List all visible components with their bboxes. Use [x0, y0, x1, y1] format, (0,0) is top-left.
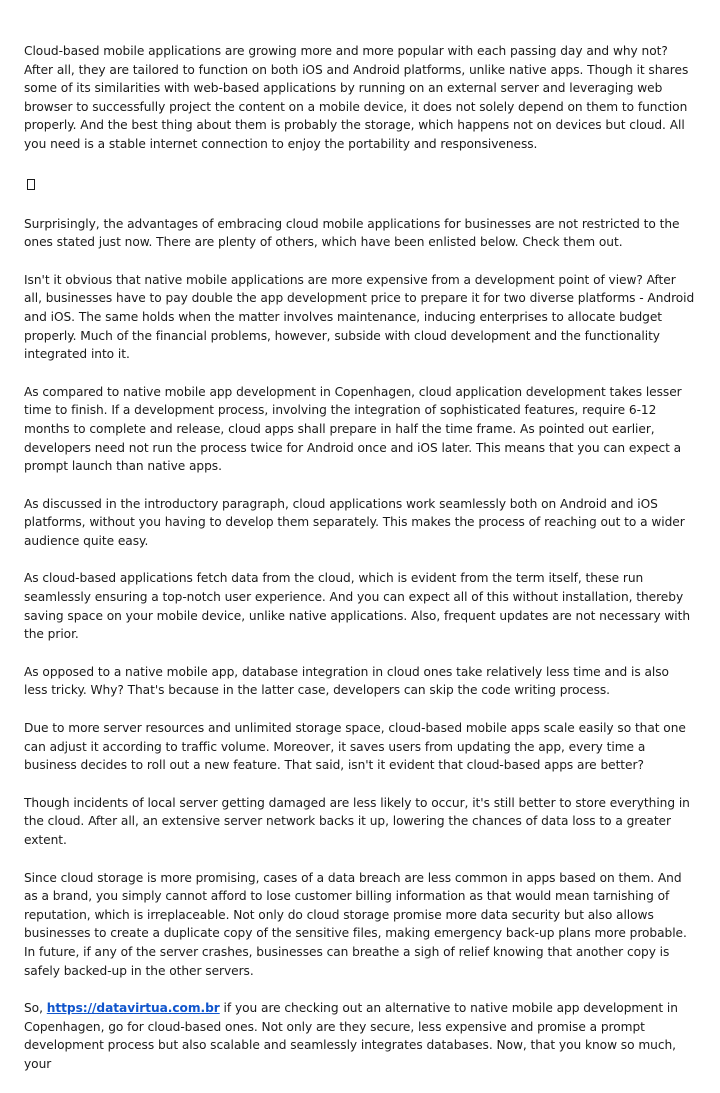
- document-body: [24, 42, 696, 1093]
- paragraph-time: As compared to native mobile app development in Copenhagen, cloud application development takes lesser time to finish. If a development process, involving the integration of sophisticated features, require 6-12 months to complete and release, cloud apps shall prepare in half the time frame. As pointed out earlier, developers need not run the process twice for Android once and iOS later. This means that you can expect a prompt launch than native apps.: [24, 384, 682, 474]
- paragraph-user-experience: As cloud-based applications fetch data from the cloud, which is evident from the term itself, these run seamlessly ensuring a top-notch user experience. And you can expect all of this without installation, thereby saving space on your mobile device, unlike native applications. Also, frequent updates are not necessary with the prior.: [24, 571, 691, 642]
- missing-image-placeholder-icon: [27, 179, 35, 190]
- paragraph-security: Since cloud storage is more promising, cases of a data breach are less common in apps based on them. And as a brand, you simply cannot afford to lose customer billing information as that would mean tarnishing of reputation, which is irreplaceable. Not only do cloud storage promise more data security but also allows businesses to create a duplicate copy of the sensitive files, making emergency back-up plans more probable. In future, if any of the server crashes, businesses can breathe a sigh of relief knowing that another copy is safely backed-up in the other servers.: [24, 870, 687, 978]
- paragraph-data-loss: Though incidents of local server getting damaged are less likely to occur, it's still better to store everything in the cloud. After all, an extensive server network backs it up, lowering the chances of data loss to a greater extent.: [24, 795, 690, 847]
- paragraph-conclusion: [24, 999, 696, 1073]
- paragraph-cost: Isn't it obvious that native mobile applications are more expensive from a development point of view? After all, businesses have to pay double the app development price to prepare it for two diverse platforms - Android and iOS. The same holds when the matter involves maintenance, inducing enterprises to allocate budget properly. Much of the financial problems, however, subside with cloud development and the functionality integrated into it.: [24, 272, 695, 362]
- paragraph-cross-platform: As discussed in the introductory paragraph, cloud applications work seamlessly both on Android and iOS platforms, without you having to develop them separately. This makes the process of reaching out to a wider audience quite easy.: [24, 496, 685, 548]
- datavirtua-link[interactable]: https://datavirtua.com.br: [46, 1001, 220, 1016]
- paragraph-advantages-intro: Surprisingly, the advantages of embracing cloud mobile applications for businesses are not restricted to the ones stated just now. There are plenty of others, which have been enlisted below. Check them out.: [24, 216, 680, 250]
- paragraph-intro: Cloud-based mobile applications are growing more and more popular with each passing day and why not? After all, they are tailored to function on both iOS and Android platforms, unlike native apps. Though it shares some of its similarities with web-based applications by running on an external server and leveraging web browser to successfully project the content on a mobile device, it does not solely depend on them to function properly. And the best thing about them is probably the storage, which happens not on devices but cloud. All you need is a stable internet connection to enjoy the portability and responsiveness.: [24, 44, 689, 151]
- paragraph-database-integration: As opposed to a native mobile app, database integration in cloud ones take relatively less time and is also less tricky. Why? That's because in the latter case, developers can skip the code writing process.: [24, 664, 669, 698]
- conclusion-text: if you are checking out an alternative to native mobile app development in Copenhagen, go for cloud-based ones. Not only are they secure, less expensive and promise a prompt development process but also scalable and seamlessly integrates databases. Now, that you know so much, your: [24, 1001, 678, 1071]
- conclusion-prefix: So,: [24, 1001, 47, 1016]
- paragraph-scalability: Due to more server resources and unlimited storage space, cloud-based mobile apps scale easily so that one can adjust it according to traffic volume. Moreover, it saves users from updating the app, every time a business decides to roll out a new feature. That said, isn't it evident that cloud-based apps are better?: [24, 721, 686, 773]
